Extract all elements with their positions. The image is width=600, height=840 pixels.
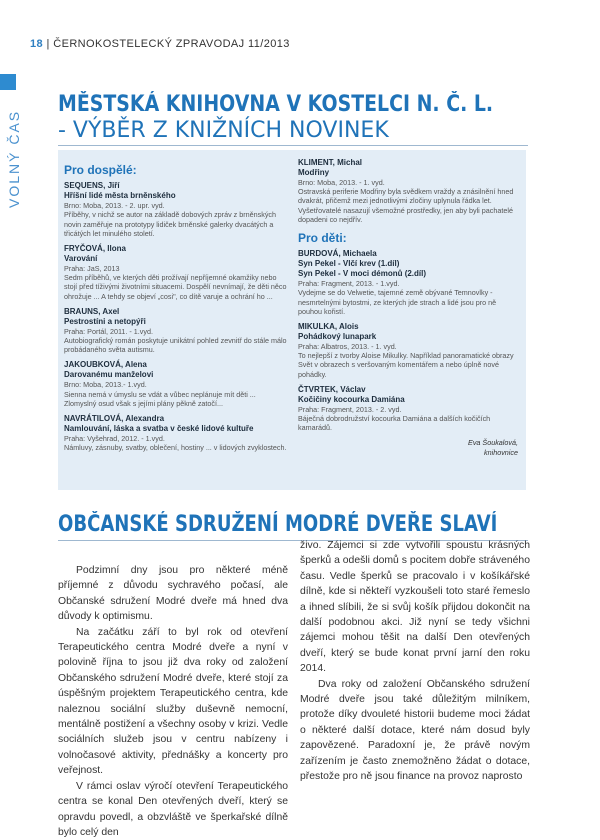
book-description: Autobiografický román poskytuje unikátní pohled zevnitř do stále málo probádaného světa autismu. [64,336,287,355]
adult-book-list-continued [298,158,518,224]
article-paragraph: živo. Zájemci si zde vytvořili spoustu krásných šperků a odešli domů s pocitem dobře stráveného času. Vedle šperků se pracovalo i v košíkářské dílně, kde si někteří vyzkoušeli toto staré řemeslo a ihned slíbili, že si svůj košík přijdou dokončit na další podobnou akci. Již nyní se tedy všichni zájemci mohou těšit na další Den otevřených dveří, který se bude konat první jarní den roku 2014. [300,540,530,675]
article-title: OBČANSKÉ SDRUŽENÍ MODRÉ DVEŘE SLAVÍ [58,512,498,537]
book-publisher: Praha: Vyšehrad, 2012. - 1.vyd. [64,434,165,444]
library-title [58,92,518,144]
book-entry [298,158,518,224]
article-paragraph: Na začátku září to byl rok od otevření Terapeutického centra Modré dveře a nyní v polovině října to jsou již dva roky od založení Občanského sdružení Modré dveře, které stojí za úspěšným projektem Terapeutického centra, kde naleznou sociální služby duševně nemocní, mentálně postižení a všechny osoby v krizi. Vedle sociálních služeb jsou v centru nabízeny i volnočasové aktivity, přednášky a koncerty pro veřejnost. [58,626,288,777]
publication-name: ČERNOKOSTELECKÝ ZPRAVODAJ 11/2013 [53,38,290,50]
book-title: Pohádkový lunapark [298,332,377,342]
kids-heading: Pro děti: [298,231,347,246]
book-description: To nejlepší z tvorby Aloise Mikulky. Například panoramatické obrazy Svět v obrazech s veršovaným komentářem a nebo úplně nové pohádky. [298,351,514,379]
book-publisher: Praha: Albatros, 2013. - 1. vyd. [298,342,397,352]
book-title: Modřiny [298,168,330,177]
page-header [30,38,290,50]
book-author: BURDOVÁ, Michaela [298,249,377,259]
page-number: 18 [30,38,44,50]
article-paragraph: V rámci oslav výročí otevření Terapeutického centra se konal Den otevřených dveří, který se opravdu povedl, a obzvláště ve šperkařské dílně bylo celý den [58,780,288,838]
book-author: NAVRÁTILOVÁ, Alexandra [64,414,165,424]
book-publisher: Praha: Portál, 2011. - 1.vyd. [64,326,153,336]
book-description: Vydejme se do Velwetie, tajemné země obývané Temnovlky - nesmrtelnými bytostmi, ze kterých jde strach a lidé jsou pro ně pouhou kořistí. [298,288,497,316]
signature-name: Eva Šoukalová, [468,438,518,448]
book-author: MIKULKA, Alois [298,322,359,332]
book-entry [64,244,288,301]
book-entry [64,307,288,355]
book-publisher: Praha: Fragment, 2013. - 2. vyd. [298,404,402,414]
adult-book-list [64,181,288,452]
book-publisher: Brno: Moba, 2013. - 1. vyd. [298,178,385,187]
signature-role: knihovnice [484,447,518,457]
book-list-left-column [64,160,288,458]
book-entry [298,322,518,379]
book-author: JAKOUBKOVÁ, Alena [64,360,147,370]
title-line-1: MĚSTSKÁ KNIHOVNA V KOSTELCI N. Č. L. [58,92,494,117]
book-description: Ostravská periferie Modřiny byla svědkem vraždy a znásilnění hned dvakrát, přičemž mezi jednotlivými zločiny uplynula řádka let. Vyšetřovatelé nasazují všemožné prostředky, jen aby byli pachatelé dopadeni co nejdřív. [298,187,514,224]
book-title: Namlouvání, láska a svatba v české lidové kultuře [64,424,254,434]
book-entry [64,360,288,408]
book-description: Sedm příběhů, ve kterých děti prožívají nepříjemné okamžiky nebo stojí před tíživými životními situacemi. Dospělí nevnímají, že děti něco ohrožuje ... A tehdy se objeví „cosi", co dítě varuje a ochrání ho ... [64,273,287,301]
article-right-column [300,538,530,785]
header-separator: | [46,38,54,50]
section-label: VOLNÝ ČAS [6,110,22,209]
book-publisher: Praha: JaS, 2013 [64,264,120,274]
book-title: Varování [64,254,98,264]
book-author: BRAUNS, Axel [64,306,120,316]
book-title: Kočičiny kocourka Damiána [298,394,405,404]
book-title: Syn Pekel - Vlčí krev (1.díl) [298,259,400,269]
book-publisher: Brno: Moba, 2013.- 1.vyd. [64,380,147,390]
book-publisher: Praha: Fragment, 2013. - 1.vyd. [298,279,400,289]
book-title: Darovanému manželovi [64,370,154,380]
title-divider [58,145,528,146]
book-author: FRYČOVÁ, Ilona [64,244,126,254]
kids-book-list [298,249,518,432]
article-left-column [58,563,288,840]
section-tab-marker [0,74,16,90]
book-title: Syn Pekel - V moci démonů (2.díl) [298,269,427,279]
book-description: Sienna nemá v úmyslu se vdát a vůbec neplánuje mít děti ... Zlomyslný osud však s jejími plány pěkně zatočí... [64,389,256,408]
book-description: Báječná dobrodružství kocourka Damiána a dalších kočičích kamarádů. [298,414,491,433]
book-author: KLIMENT, Michal [298,158,363,167]
book-author: SEQUENS, Jiří [64,181,120,191]
article-paragraph: Dva roky od založení Občanského sdružení Modré dveře jsou také důležitým milníkem, protože díky dvouleté historii budeme moci žádat o některé další dotace, které nám dosud byly zapovězené. Paradoxní je, že právě novým zařízením je často znemožněno žádat o dotace, přestože pro ně jsou finance na provoz naprosto [300,678,530,783]
book-list-right-column [298,158,518,457]
book-entry [64,414,288,452]
book-author: ČTVRTEK, Václav [298,384,366,394]
book-entry [298,385,518,433]
book-title: Hříšní lidé města brněnského [64,191,176,201]
book-entry [64,181,288,238]
book-entry [298,249,518,316]
book-description: Námluvy, zásnuby, svatby, oblečení, hostiny ... v lidových zvyklostech. [64,443,287,453]
book-publisher: Brno: Moba, 2013. - 2. upr. vyd. [64,201,165,211]
adults-heading: Pro dospělé: [64,163,137,177]
title-line-2: - VÝBĚR Z KNIŽNÍCH NOVINEK [58,118,389,143]
book-description: Příběhy, v nichž se autor na základě dobových zpráv z brněnských novin zaměřuje na prototypy lidiček brněnské galerky dvacátých a třicátých let minulého století. [64,210,277,238]
signature [298,438,518,456]
book-title: Pestrostíni a netopýři [64,316,146,326]
article-paragraph: Podzimní dny jsou pro některé méně příjemné z důvodu sychravého počasí, ale Občanské sdružení Modré dveře má hned dva důvody k optimismu. [58,565,288,623]
